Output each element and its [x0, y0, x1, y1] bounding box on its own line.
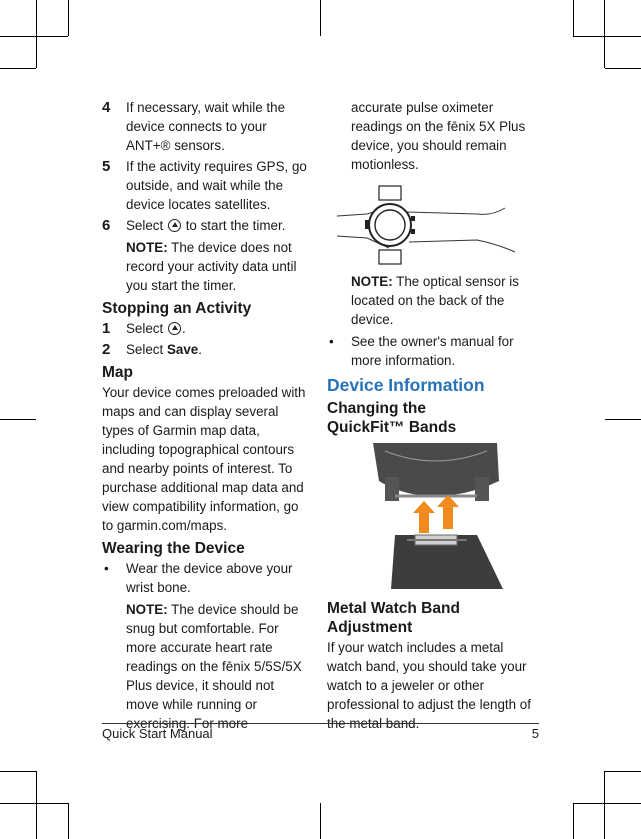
step-text: Select [126, 342, 164, 357]
bullet-dot: • [104, 561, 109, 576]
bullet-text: Wear the device above your wrist bone. [126, 561, 293, 595]
note-optical-sensor [327, 272, 539, 329]
manual-title: Quick Start Manual [102, 726, 213, 741]
step-text: . [198, 342, 202, 357]
crop-mark [573, 0, 574, 36]
note-snug [102, 600, 310, 733]
step-text: Select [126, 321, 164, 336]
step-4 [102, 98, 310, 155]
step-text: Select [126, 218, 164, 233]
note-label: NOTE: [351, 274, 393, 289]
crop-mark [573, 803, 574, 839]
map-heading: Map [102, 364, 133, 381]
wearing-device-heading: Wearing the Device [102, 540, 245, 557]
quickfit-heading: Changing the QuickFit™ Bands [327, 400, 457, 436]
metal-band-heading: Metal Watch Band Adjustment [327, 600, 460, 636]
note-continued: accurate pulse oximeter readings on the fēnix 5X Plus device, you should remain motionless. [351, 100, 526, 172]
save-label: Save [166, 342, 199, 357]
step-6 [102, 216, 310, 235]
step-text: to start the timer. [185, 218, 286, 233]
step-number: 1 [102, 320, 111, 337]
step-number: 5 [102, 158, 111, 175]
crop-mark [604, 771, 605, 839]
crop-mark [320, 0, 321, 36]
left-column [102, 98, 310, 733]
crop-mark [605, 771, 641, 772]
crop-mark [320, 803, 321, 839]
note-label: NOTE: [126, 240, 168, 255]
stop-step-2 [102, 340, 310, 359]
crop-mark [605, 68, 641, 69]
crop-mark [573, 36, 641, 37]
step-number: 6 [102, 217, 111, 234]
crop-mark [36, 0, 37, 68]
metal-band-paragraph: If your watch includes a metal watch band, you should take your watch to a jeweler or other professional to adjust the length of the metal band. [327, 640, 531, 731]
crop-mark [0, 36, 68, 37]
crop-mark [604, 0, 605, 68]
device-information-heading: Device Information [327, 375, 485, 395]
bullet-text: See the owner's manual for more information. [351, 334, 514, 368]
crop-mark [36, 771, 37, 839]
note-text: The optical sensor is located on the back of the device. [351, 274, 519, 327]
quickfit-band-illustration [327, 441, 539, 591]
crop-mark [0, 771, 36, 772]
bullet-dot: • [329, 334, 334, 349]
note-text: The device does not record your activity data until you start the timer. [126, 240, 297, 293]
right-column [327, 98, 539, 733]
start-button-icon [168, 322, 181, 335]
note-text: The device should be snug but comfortable. For more accurate heart rate readings on the fēnix 5/5S/5X Plus device, it should not move while running or exercising. For more [126, 602, 302, 731]
step-text: . [181, 321, 186, 336]
stop-step-1 [102, 319, 310, 338]
step-number: 2 [102, 341, 111, 358]
map-paragraph: Your device comes preloaded with maps and can display several types of Garmin map data, including topographical contours and nearby points of interest. To purchase additional map data and view compatibility information, go to garmin.com/maps. [102, 385, 306, 533]
step-text: If the activity requires GPS, go outside, and wait while the device locates satellites. [126, 159, 307, 212]
step-number: 4 [102, 99, 111, 116]
page-number: 5 [531, 726, 539, 741]
bullet-owners-manual [327, 332, 539, 370]
bullet-wear [102, 559, 310, 597]
crop-mark [573, 803, 641, 804]
note-label: NOTE: [126, 602, 168, 617]
step-5 [102, 157, 310, 214]
crop-mark [0, 803, 68, 804]
step-text: If necessary, wait while the device connects to your ANT+® sensors. [126, 100, 286, 153]
note-timer [102, 238, 310, 295]
page-footer [102, 723, 539, 741]
crop-mark [68, 0, 69, 36]
crop-mark [0, 419, 36, 420]
crop-mark [605, 419, 641, 420]
start-button-icon [168, 219, 181, 232]
wrist-watch-illustration [327, 178, 539, 268]
crop-mark [68, 803, 69, 839]
crop-mark [0, 68, 36, 69]
stopping-activity-heading: Stopping an Activity [102, 300, 252, 317]
